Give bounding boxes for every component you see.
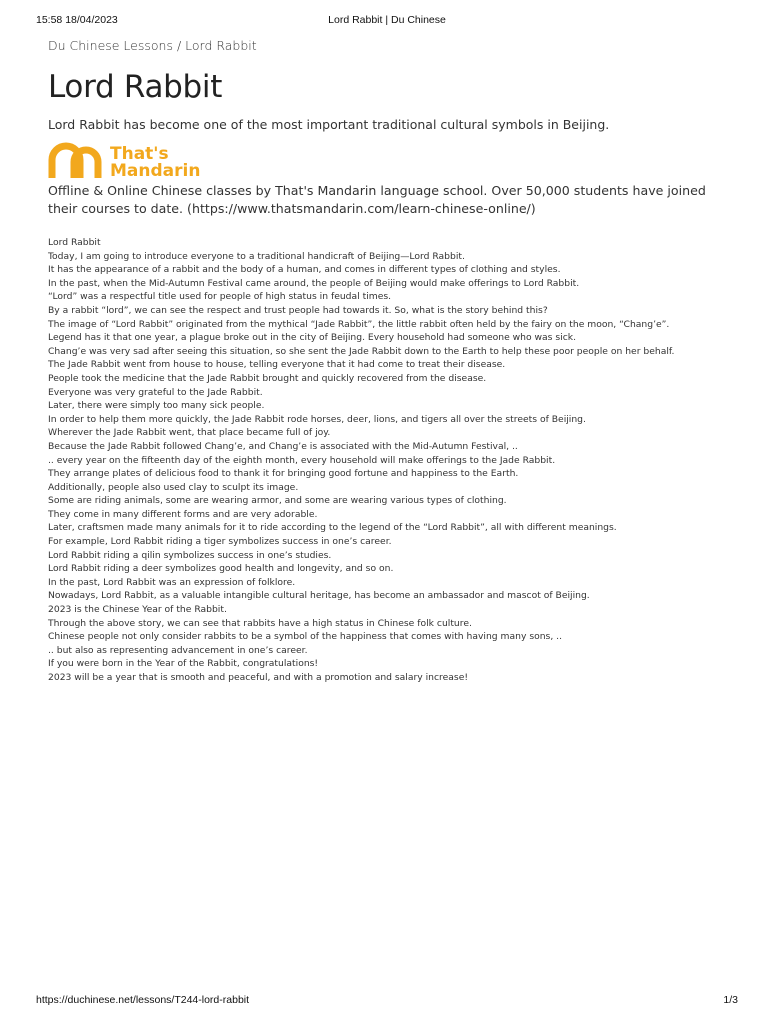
body-line: Chang’e was very sad after seeing this situation, so she sent the Jade Rabbit down to the Earth to help these poor people on her behalf.	[48, 345, 675, 357]
print-page-number: 1/3	[723, 994, 738, 1006]
body-line: The Jade Rabbit went from house to house, telling everyone that it had come to treat their disease.	[48, 359, 506, 371]
page-content	[48, 34, 728, 685]
body-line: In the past, when the Mid-Autumn Festival came around, the people of Beijing would make offerings to Lord Rabbit.	[48, 277, 580, 289]
body-line: They arrange plates of delicious food to thank it for bringing good fortune and happiness to the Earth.	[48, 468, 519, 480]
body-line: It has the appearance of a rabbit and the body of a human, and comes in different types of clothing and styles.	[48, 264, 561, 276]
body-line: Because the Jade Rabbit followed Chang’e, and Chang’e is associated with the Mid-Autumn Festival, ..	[48, 440, 518, 452]
page-title: Lord Rabbit	[48, 69, 223, 105]
print-datetime: 15:58 18/04/2023	[36, 14, 118, 26]
body-line: If you were born in the Year of the Rabbit, congratulations!	[48, 658, 319, 670]
body-line: For example, Lord Rabbit riding a tiger symbolizes success in one’s career.	[48, 536, 392, 548]
body-line: The image of “Lord Rabbit” originated from the mythical “Jade Rabbit”, the little rabbit often held by the fairy on the moon, “Chang’e”.	[48, 318, 670, 330]
body-line: Everyone was very grateful to the Jade Rabbit.	[48, 386, 263, 398]
body-line: .. every year on the fifteenth day of the eighth month, every household will make offerings to the Jade Rabbit.	[48, 454, 556, 466]
body-line: Nowadays, Lord Rabbit, as a valuable intangible cultural heritage, has become an ambassador and mascot of Beijing.	[48, 590, 590, 602]
body-line: Lord Rabbit riding a qilin symbolizes success in one’s studies.	[48, 549, 332, 561]
body-line: Lord Rabbit	[48, 237, 101, 248]
body-line: Legend has it that one year, a plague broke out in the city of Beijing. Every household had someone who was sick.	[48, 332, 577, 344]
lesson-subtitle: Lord Rabbit has become one of the most important traditional cultural symbols in Beijing.	[48, 117, 610, 132]
body-line: Additionally, people also used clay to sculpt its image.	[48, 481, 299, 493]
body-line: People took the medicine that the Jade Rabbit brought and quickly recovered from the disease.	[48, 372, 487, 384]
body-line: In order to help them more quickly, the Jade Rabbit rode horses, deer, lions, and tigers all over the streets of Beijing.	[48, 413, 586, 425]
body-line: 2023 is the Chinese Year of the Rabbit.	[48, 604, 227, 616]
body-line: In the past, Lord Rabbit was an expression of folklore.	[48, 576, 296, 588]
body-line: “Lord” was a respectful title used for people of high status in feudal times.	[48, 291, 392, 303]
body-line: 2023 will be a year that is smooth and peaceful, and with a promotion and salary increase!	[48, 672, 469, 683]
promo-text: Offline & Online Chinese classes by That's Mandarin language school. Over 50,000 students have joined their courses to date. (https://www.thatsmandarin.com/learn-chinese-online/)	[48, 183, 706, 216]
body-line: Lord Rabbit riding a deer symbolizes good health and longevity, and so on.	[48, 563, 394, 575]
body-line: Through the above story, we can see that rabbits have a high status in Chinese folk culture.	[48, 617, 472, 629]
logo-line-2: Mandarin	[110, 161, 201, 181]
print-page-title: Lord Rabbit | Du Chinese	[328, 14, 446, 26]
body-line: They come in many different forms and are very adorable.	[48, 508, 318, 520]
body-line: Today, I am going to introduce everyone to a traditional handicraft of Beijing—Lord Rabbit.	[48, 250, 465, 262]
body-line: Wherever the Jade Rabbit went, that place became full of joy.	[48, 427, 331, 439]
logo-wordmark	[110, 146, 200, 180]
print-header	[36, 14, 738, 30]
body-line: .. but also as representing advancement in one’s career.	[48, 644, 308, 656]
body-line: Later, craftsmen made many animals for it to ride according to the legend of the “Lord Rabbit”, all with different meanings.	[48, 522, 617, 534]
body-line: Chinese people not only consider rabbits to be a symbol of the happiness that comes with having many sons, ..	[48, 631, 563, 643]
print-footer	[36, 994, 738, 1008]
breadcrumb[interactable]: Du Chinese Lessons / Lord Rabbit	[48, 38, 257, 53]
print-url[interactable]: https://duchinese.net/lessons/T244-lord-rabbit	[36, 994, 250, 1006]
body-line: Some are riding animals, some are wearing armor, and some are wearing various types of clothing.	[48, 495, 507, 507]
logo-line-1: That's	[110, 144, 169, 164]
body-line: By a rabbit “lord”, we can see the respect and trust people had towards it. So, what is the story behind this?	[48, 304, 548, 316]
thats-mandarin-logo-icon	[48, 140, 106, 180]
lesson-body	[48, 236, 728, 685]
thats-mandarin-logo[interactable]	[48, 138, 728, 180]
body-line: Later, there were simply too many sick people.	[48, 400, 265, 412]
